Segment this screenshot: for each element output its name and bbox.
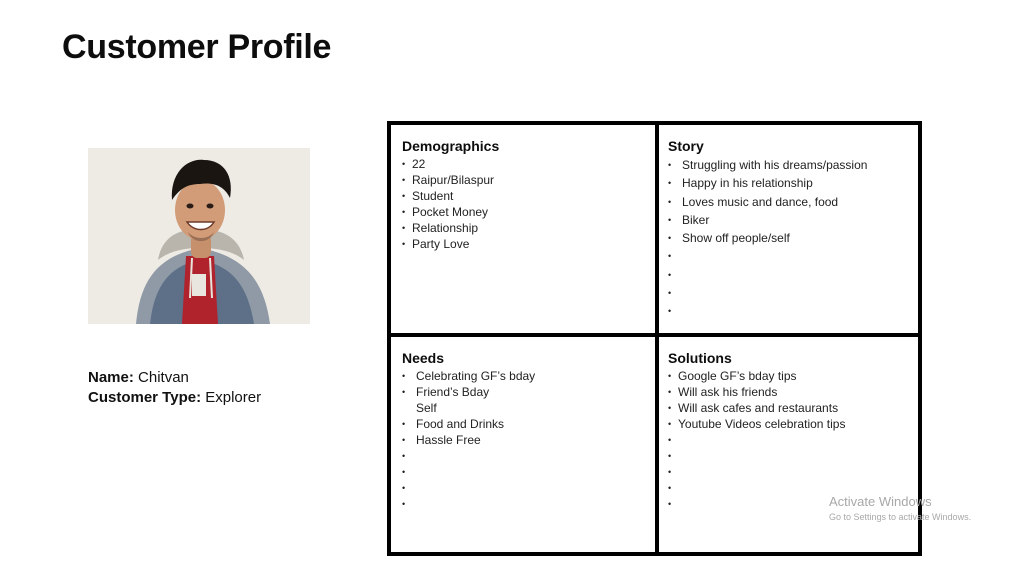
needs-list <box>402 368 652 512</box>
list-item-text: Will ask his friends <box>678 385 778 399</box>
demographics-section <box>402 138 652 252</box>
list-item <box>668 400 918 416</box>
list-item <box>668 266 918 284</box>
list-item <box>402 464 652 480</box>
demographics-heading: Demographics <box>402 138 500 154</box>
list-item-text: Will ask cafes and restaurants <box>678 401 839 415</box>
profile-photo <box>88 148 310 324</box>
customer-info <box>88 368 261 408</box>
list-item <box>402 384 652 400</box>
needs-heading: Needs <box>402 350 445 366</box>
bullet-icon: • <box>402 451 406 461</box>
portrait-illustration <box>88 148 310 324</box>
bullet-icon: • <box>402 191 406 201</box>
list-item <box>668 368 918 384</box>
list-item-text: Student <box>412 189 454 203</box>
list-item <box>668 302 918 320</box>
list-item-text: Struggling with his dreams/passion <box>682 158 868 172</box>
list-item-text: Party Love <box>412 237 470 251</box>
profile-grid <box>387 121 922 556</box>
bullet-icon: • <box>668 160 672 170</box>
list-item <box>668 416 918 432</box>
bullet-icon: • <box>668 251 672 262</box>
list-item-text: Google GF’s bday tips <box>678 369 797 383</box>
watermark-subtitle: Go to Settings to activate Windows. <box>829 512 972 522</box>
list-item <box>402 220 652 236</box>
bullet-icon: • <box>668 306 672 317</box>
story-section <box>668 138 918 321</box>
list-item <box>668 174 918 192</box>
bullet-icon: • <box>402 159 406 169</box>
bullet-icon: • <box>668 499 672 509</box>
list-item-text: Relationship <box>412 221 479 235</box>
name-label: Name: <box>88 369 134 386</box>
list-item-text: Friend’s Bday <box>416 385 490 399</box>
bullet-icon: • <box>402 175 406 185</box>
list-item-text: Happy in his relationship <box>682 176 813 191</box>
page-title: Customer Profile <box>62 28 332 66</box>
list-item <box>668 448 918 464</box>
list-item-text: Loves music and dance, food <box>682 194 839 209</box>
name-row <box>88 368 261 388</box>
activate-windows-watermark <box>829 494 971 522</box>
customer-type-label: Customer Type: <box>88 389 202 406</box>
customer-type-value: Explorer <box>205 389 262 406</box>
demographics-list <box>402 156 652 252</box>
list-item <box>402 368 652 384</box>
list-item <box>402 400 652 416</box>
list-item <box>668 229 918 247</box>
list-item-text: Youtube Videos celebration tips <box>678 417 846 431</box>
list-item-text: Hassle Free <box>416 433 481 447</box>
list-item <box>668 156 918 174</box>
list-item-text: Pocket Money <box>412 205 489 219</box>
list-item <box>668 384 918 400</box>
story-list <box>668 156 918 321</box>
name-value: Chitvan <box>138 369 189 386</box>
solutions-section <box>668 350 918 512</box>
list-item <box>402 188 652 204</box>
list-item <box>402 156 652 172</box>
bullet-icon: • <box>402 371 406 381</box>
customer-type-row <box>88 388 261 408</box>
grid-vertical-divider <box>655 125 659 552</box>
bullet-icon: • <box>668 178 672 189</box>
bullet-icon: • <box>402 223 406 233</box>
list-item-text: Celebrating GF’s bday <box>416 369 536 383</box>
list-item-text: Raipur/Bilaspur <box>412 173 495 187</box>
list-item <box>668 432 918 448</box>
list-item <box>668 284 918 302</box>
list-item-text: 22 <box>412 157 426 171</box>
bullet-icon: • <box>668 269 672 280</box>
list-item <box>668 464 918 480</box>
bullet-icon: • <box>668 387 672 397</box>
bullet-icon: • <box>668 467 672 477</box>
list-item-text: Show off people/self <box>682 231 790 246</box>
bullet-icon: • <box>668 419 672 429</box>
solutions-heading: Solutions <box>668 350 732 366</box>
story-heading: Story <box>668 138 704 154</box>
needs-section <box>402 350 652 512</box>
bullet-icon: • <box>668 435 672 445</box>
watermark-title: Activate Windows <box>829 494 932 509</box>
solutions-list <box>668 368 918 512</box>
list-item <box>402 496 652 512</box>
bullet-icon: • <box>668 288 672 299</box>
list-item <box>668 211 918 229</box>
bullet-icon: • <box>668 451 672 461</box>
list-item <box>668 193 918 211</box>
list-item <box>402 480 652 496</box>
bullet-icon: • <box>402 435 406 445</box>
list-item-text: Biker <box>682 212 710 227</box>
grid-horizontal-divider <box>391 333 918 337</box>
bullet-icon: • <box>668 214 672 225</box>
list-item <box>402 448 652 464</box>
bullet-icon: • <box>402 483 406 493</box>
bullet-icon: • <box>402 467 406 477</box>
list-item <box>402 204 652 220</box>
list-item <box>402 416 652 432</box>
bullet-icon: • <box>402 499 406 509</box>
list-item-text: Food and Drinks <box>416 417 505 431</box>
bullet-icon: • <box>668 371 672 381</box>
bullet-icon: • <box>402 239 406 249</box>
bullet-icon: • <box>668 483 672 493</box>
list-item <box>402 236 652 252</box>
bullet-icon: • <box>668 233 672 244</box>
bullet-icon: • <box>668 403 672 413</box>
list-item <box>402 172 652 188</box>
list-item <box>668 247 918 265</box>
bullet-icon: • <box>402 419 406 429</box>
bullet-icon: • <box>668 196 672 207</box>
bullet-icon: • <box>402 207 406 217</box>
bullet-icon: • <box>402 387 406 397</box>
list-item <box>402 432 652 448</box>
list-item-text: Self <box>416 401 437 415</box>
